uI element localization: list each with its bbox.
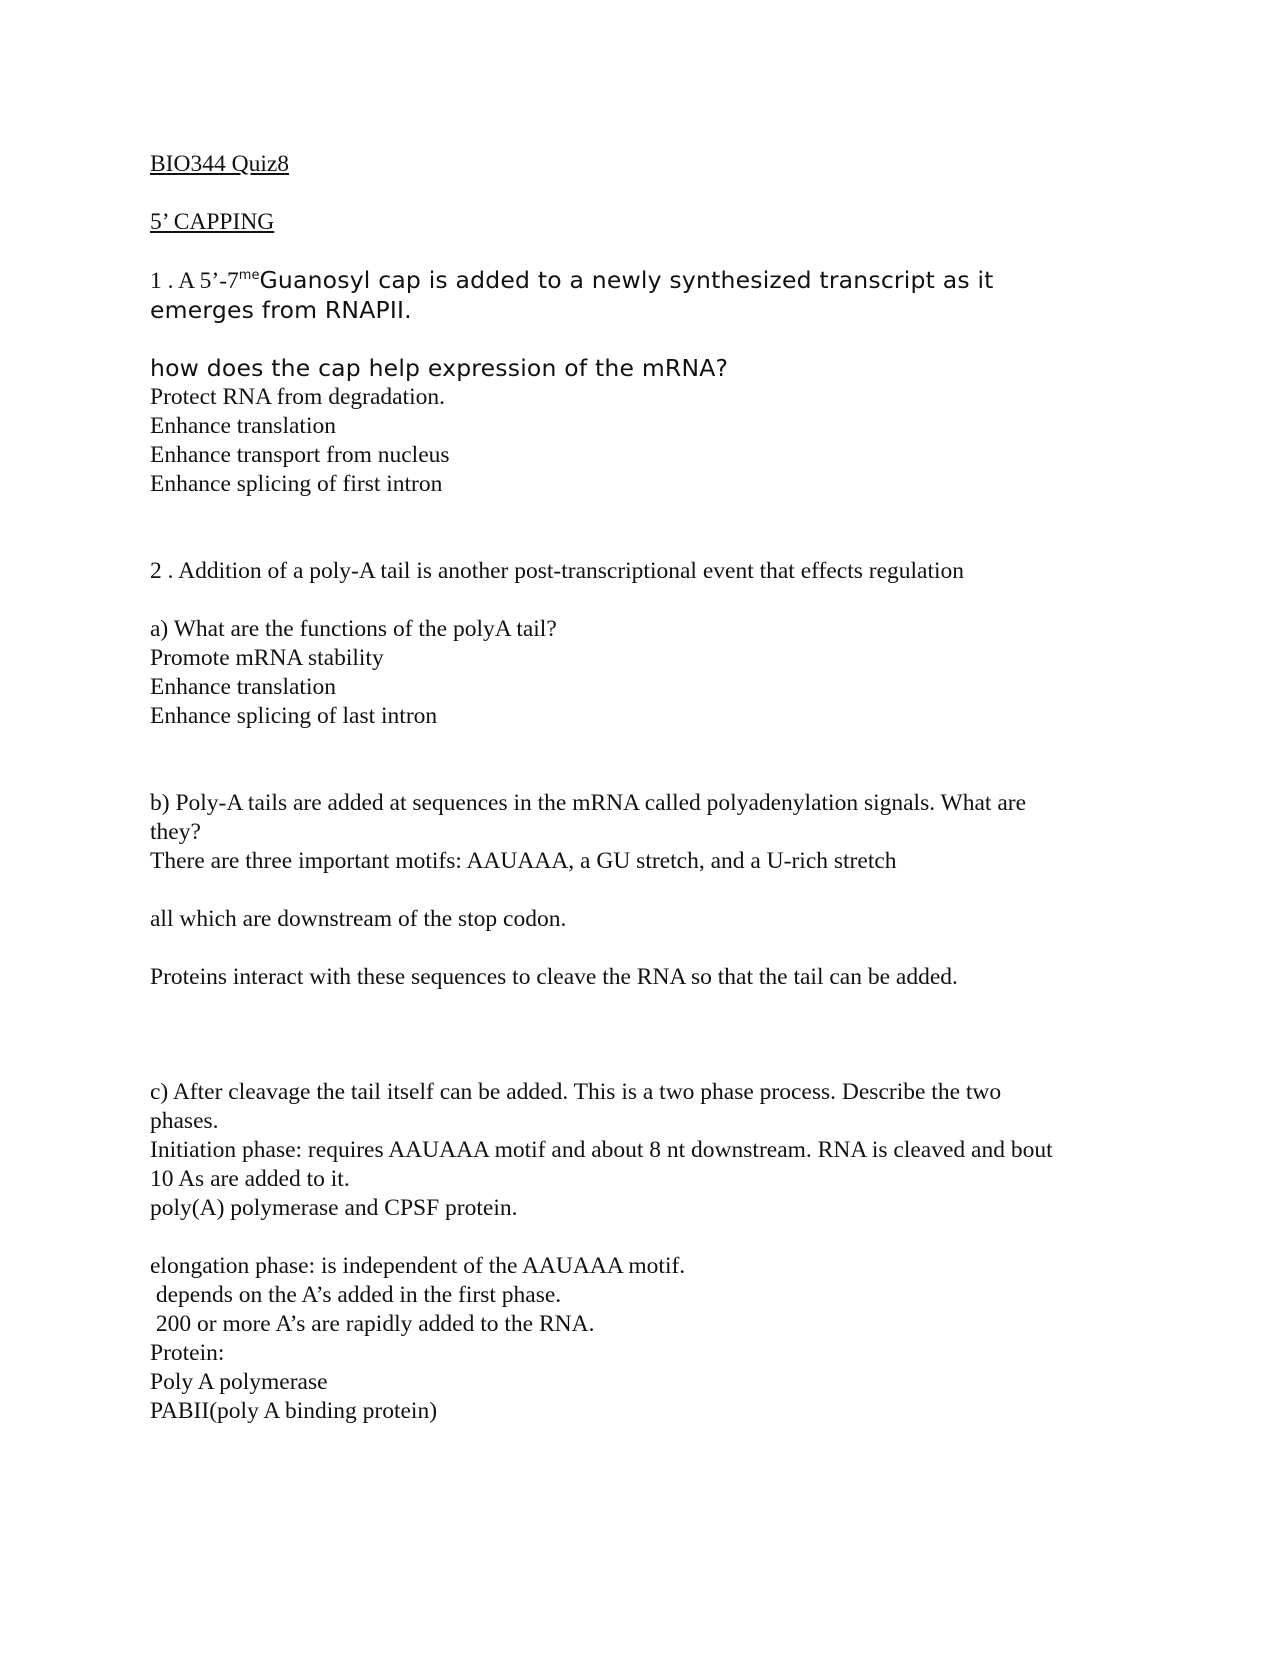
initiation-phase-line2: 10 As are added to it. — [150, 1166, 350, 1192]
question-2b-answer-motifs: There are three important motifs: AAUAAA, a GU stretch, and a U-rich stretch — [150, 848, 897, 874]
initiation-phase-line1: Initiation phase: requires AAUAAA motif and about 8 nt downstream. RNA is cleaved and bout — [150, 1137, 1053, 1163]
question-1-text-serif: A 5’-7 — [178, 268, 239, 294]
question-1-prompt: how does the cap help expression of the mRNA? — [150, 354, 729, 382]
question-1-answer: Protect RNA from degradation. — [150, 384, 445, 410]
question-1-text-continued: emerges from RNAPII. — [150, 296, 412, 324]
question-1-text-sans: Guanosyl cap is added to a newly synthesized transcript as it — [259, 266, 994, 294]
question-2b-prompt-line2: they? — [150, 819, 201, 845]
question-1-superscript: me — [238, 268, 260, 284]
elongation-phase-line: elongation phase: is independent of the AAUAAA motif. — [150, 1253, 686, 1279]
question-2b-answer-proteins: Proteins interact with these sequences to cleave the RNA so that the tail can be added. — [150, 964, 958, 990]
question-1-answer: Enhance translation — [150, 413, 336, 439]
question-2c — [150, 1078, 1130, 1426]
section-heading: 5’ CAPPING — [150, 209, 275, 235]
question-2-text: Addition of a poly-A tail is another post-transcriptional event that effects regulation — [178, 558, 965, 584]
question-2a-answer: Enhance translation — [150, 674, 336, 700]
question-1-answer: Enhance transport from nucleus — [150, 442, 450, 468]
question-2a-prompt: a) What are the functions of the polyA tail? — [150, 616, 557, 642]
elongation-phase-line: depends on the A’s added in the first phase. — [150, 1282, 562, 1308]
initiation-phase-line3: poly(A) polymerase and CPSF protein. — [150, 1195, 518, 1221]
elongation-phase-line: 200 or more A’s are rapidly added to the RNA. — [150, 1311, 595, 1337]
question-1 — [150, 266, 1130, 499]
question-2b-prompt-line1: b) Poly-A tails are added at sequences in the mRNA called polyadenylation signals. What are — [150, 790, 1027, 816]
question-2-number: 2 . — [150, 558, 174, 584]
question-2a — [150, 615, 1130, 731]
question-2a-answer: Enhance splicing of last intron — [150, 703, 438, 729]
question-2b — [150, 789, 1130, 992]
question-1-answer: Enhance splicing of first intron — [150, 471, 443, 497]
elongation-phase-line: Protein: — [150, 1340, 225, 1366]
elongation-phase-line: PABII(poly A binding protein) — [150, 1398, 438, 1424]
quiz-title: BIO344 Quiz8 — [150, 151, 290, 177]
question-2 — [150, 557, 1130, 1426]
elongation-phase-line: Poly A polymerase — [150, 1369, 328, 1395]
question-2c-prompt-line2: phases. — [150, 1108, 219, 1134]
question-1-statement — [150, 266, 1130, 296]
question-2c-prompt-line1: c) After cleavage the tail itself can be added. This is a two phase process. Describe the two — [150, 1079, 1002, 1105]
document-body — [150, 150, 1130, 1426]
question-1-number: 1 . — [150, 268, 174, 294]
question-2-statement — [150, 557, 1130, 586]
question-2b-answer-downstream: all which are downstream of the stop codon. — [150, 906, 567, 932]
question-2a-answer: Promote mRNA stability — [150, 645, 384, 671]
